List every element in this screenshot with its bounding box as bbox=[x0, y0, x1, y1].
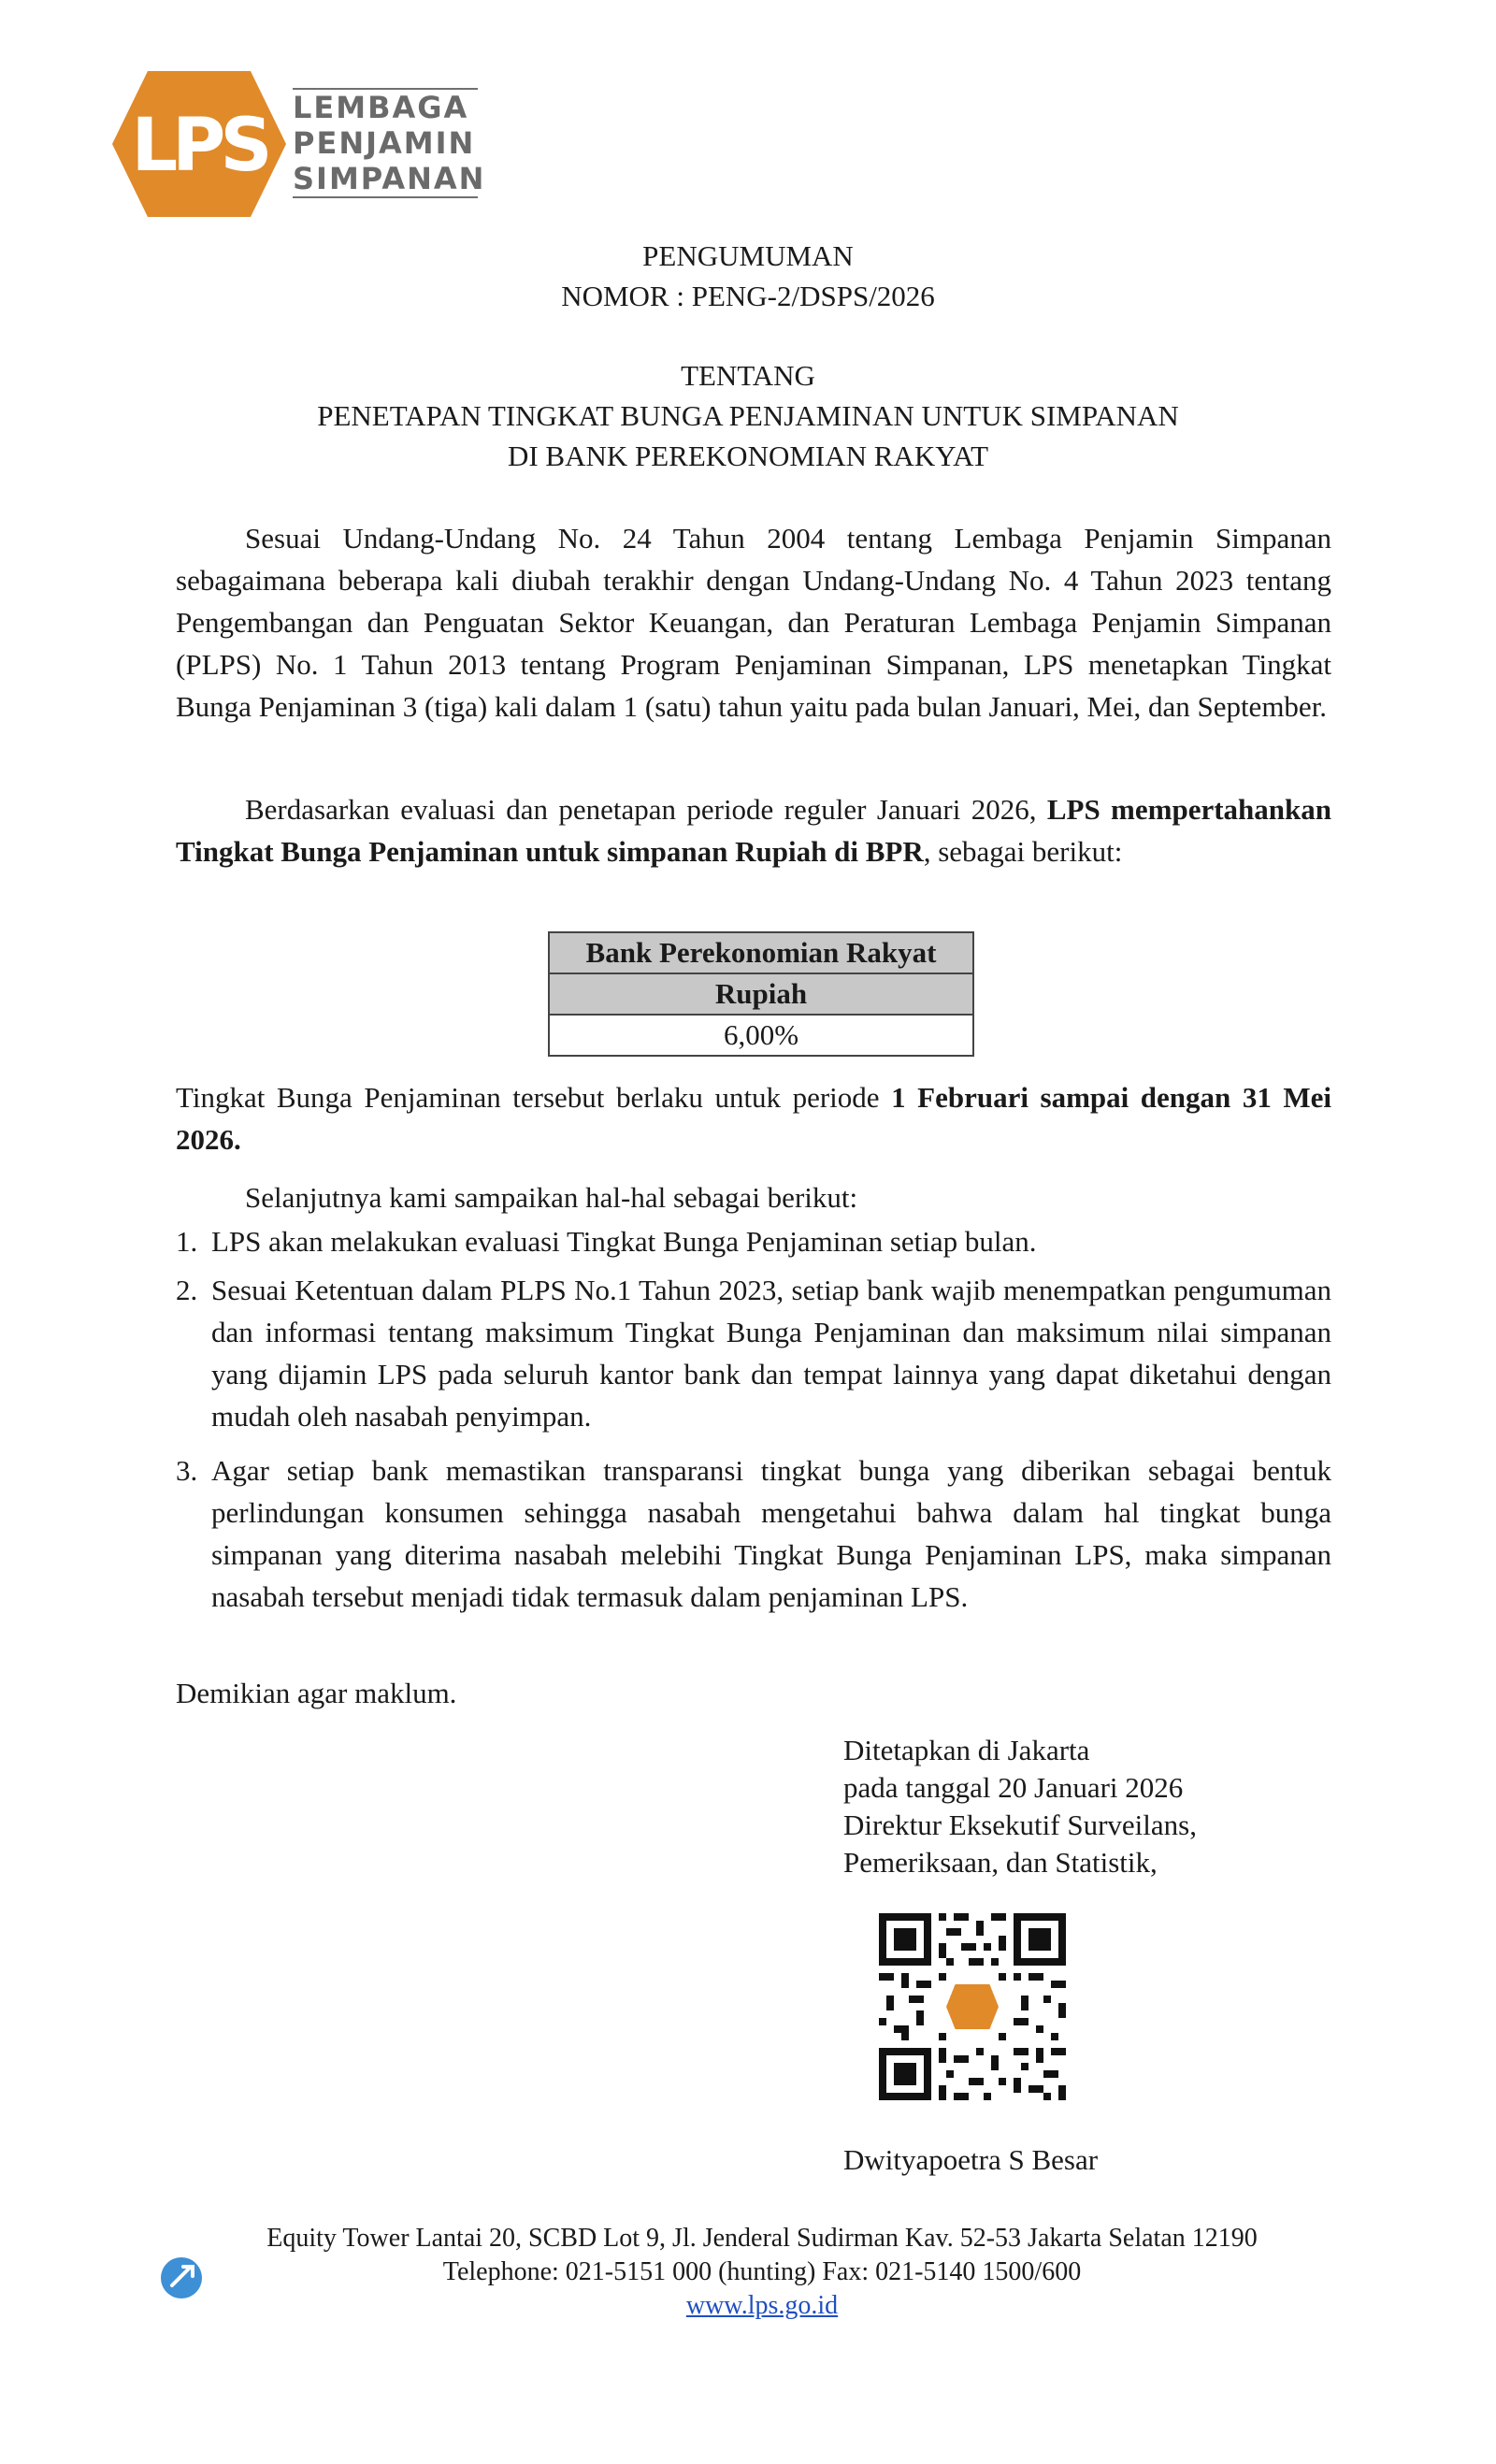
paragraph-legal-basis: Sesuai Undang-Undang No. 24 Tahun 2004 tentang Lembaga Penjamin Simpanan sebagaimana beberapa kali diubah terakhir dengan Undang-Undang No. 4 Tahun 2023 tentang Pengembangan dan Penguatan Sektor Keuangan, dan Peraturan Lembaga Penjamin Simpanan (PLPS) No. 1 Tahun 2013 tentang Program Penjaminan Simpanan, LPS menetapkan Tingkat Bunga Penjaminan 3 (tiga) kali dalam 1 (satu) tahun yaitu pada bulan Januari, Mei, dan September. bbox=[176, 522, 1331, 723]
signature-place: Ditetapkan di Jakarta bbox=[843, 1734, 1090, 1766]
qr-code-icon bbox=[879, 1913, 1066, 2100]
footer-website-row bbox=[0, 2289, 1496, 2323]
closing-statement: Demikian agar maklum. bbox=[176, 1677, 457, 1709]
logo-wordmark bbox=[293, 88, 486, 198]
rate-table-value: 6,00% bbox=[549, 1015, 973, 1056]
list-item-text: LPS akan melakukan evaluasi Tingkat Bunga Penjaminan setiap bulan. bbox=[211, 1225, 1037, 1258]
paragraph-list-intro: Selanjutnya kami sampaikan hal-hal sebagai berikut: bbox=[245, 1181, 858, 1214]
rate-table bbox=[548, 931, 974, 1057]
lps-logo bbox=[110, 69, 484, 219]
lps-logo-mark-icon bbox=[110, 69, 288, 219]
paragraph-evaluation bbox=[176, 788, 1331, 872]
subject-line-2: DI BANK PEREKONOMIAN RAKYAT bbox=[507, 439, 989, 472]
subject-line-1: PENETAPAN TINGKAT BUNGA PENJAMINAN UNTUK SIMPANAN bbox=[317, 399, 1179, 432]
announcement-title: PENGUMUMAN bbox=[642, 239, 854, 272]
list-item bbox=[176, 1269, 1331, 1437]
rate-table-header: Bank Perekonomian Rakyat bbox=[549, 932, 973, 973]
signatory-name: Dwityapoetra S Besar bbox=[843, 2143, 1099, 2176]
signature-title-1: Direktur Eksekutif Surveilans, bbox=[843, 1808, 1197, 1841]
announcement-number: NOMOR : PENG-2/DSPS/2026 bbox=[561, 280, 935, 312]
logo-word-2: PENJAMIN bbox=[293, 125, 476, 161]
signature-title-2: Pemeriksaan, dan Statistik, bbox=[843, 1846, 1158, 1879]
list-item-number: 3. bbox=[176, 1454, 198, 1487]
footer-address: Equity Tower Lantai 20, SCBD Lot 9, Jl. Jenderal Sudirman Kav. 52-53 Jakarta Selatan 12190 bbox=[266, 2224, 1258, 2253]
evaluation-highlight: LPS mempertahankan Tingkat Bunga Penjaminan untuk simpanan Rupiah di BPR bbox=[176, 793, 1331, 868]
subject-label: TENTANG bbox=[681, 359, 815, 392]
list-item-number: 1. bbox=[176, 1225, 198, 1258]
list-item-number: 2. bbox=[176, 1274, 198, 1306]
evaluation-text-end: , sebagai berikut: bbox=[923, 835, 1123, 868]
evaluation-text: Berdasarkan evaluasi dan penetapan periode reguler Januari 2026, bbox=[245, 793, 1047, 826]
validity-period: 1 Februari sampai dengan 31 Mei 2026. bbox=[176, 1081, 1331, 1156]
list-item-text: Sesuai Ketentuan dalam PLPS No.1 Tahun 2023, setiap bank wajib menempatkan pengumuman dan informasi tentang maksimum Tingkat Bunga Penjaminan dan maksimum nilai simpanan yang dijamin LPS pada seluruh kantor bank dan tempat lainnya yang dapat diketahui dengan mudah oleh nasabah penyimpan. bbox=[211, 1274, 1331, 1433]
list-item-text: Agar setiap bank memastikan transparansi tingkat bunga yang diberikan sebagai bentuk perlindungan konsumen sehingga nasabah mengetahui bahwa dalam hal tingkat bunga simpanan yang diterima nasabah melebihi Tingkat Bunga Penjaminan LPS, maka simpanan nasabah tersebut menjadi tidak termasuk dalam penjaminan LPS. bbox=[211, 1454, 1331, 1613]
rate-table-currency: Rupiah bbox=[549, 973, 973, 1015]
paragraph-validity-period bbox=[176, 1076, 1331, 1160]
footer-phone: Telephone: 021-5151 000 (hunting) Fax: 021-5140 1500/600 bbox=[442, 2257, 1082, 2286]
logo-word-3: SIMPANAN bbox=[293, 161, 486, 196]
logo-mark-text: LPS bbox=[131, 104, 267, 188]
logo-rule-bottom bbox=[293, 196, 478, 198]
list-item bbox=[176, 1449, 1331, 1618]
list-item bbox=[176, 1220, 1331, 1262]
logo-word-1: LEMBAGA bbox=[293, 90, 469, 125]
website-link[interactable]: www.lps.go.id bbox=[685, 2291, 839, 2320]
validity-text: Tingkat Bunga Penjaminan tersebut berlaku untuk periode bbox=[176, 1081, 892, 1114]
signature-date: pada tanggal 20 Januari 2026 bbox=[843, 1771, 1184, 1804]
